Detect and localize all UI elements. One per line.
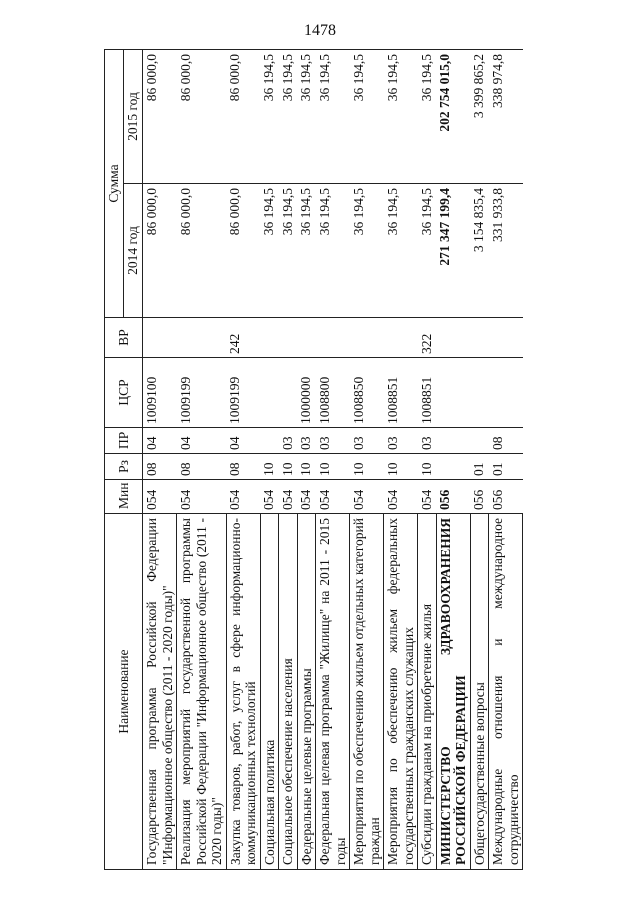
row-name: Федеральная целевая программа "Жилище" на 2011 - 2015 годы [316,514,350,870]
row-csr [260,358,279,428]
table-body [143,49,523,869]
row-csr [489,358,523,428]
row-min: 054 [384,480,418,514]
row-sum-2014: 36 194,5 [418,184,437,318]
row-sum-2014: 271 347 199,4 [436,184,470,318]
page-number: 1478 [304,22,336,39]
table-row [260,49,279,869]
row-sum-2014: 3 154 835,4 [470,184,489,318]
row-rz [436,454,470,480]
header-vr: ВР [105,318,143,358]
row-sum-2014: 86 000,0 [226,184,260,318]
row-csr: 1008850 [350,358,384,428]
row-min: 054 [350,480,384,514]
row-pr: 04 [177,428,227,454]
row-rz: 08 [143,454,177,480]
row-sum-2014: 36 194,5 [384,184,418,318]
header-min: Мин [105,480,143,514]
row-pr: 03 [297,428,316,454]
row-rz: 10 [316,454,350,480]
row-csr: 1009199 [177,358,227,428]
table-row [177,49,227,869]
row-vr: 242 [226,318,260,358]
row-vr [470,318,489,358]
row-sum-2014: 36 194,5 [260,184,279,318]
row-sum-2014: 86 000,0 [143,184,177,318]
row-rz: 10 [384,454,418,480]
row-name: Закупка товаров, работ, услуг в сфере информационно-коммуникационных технологий [226,514,260,870]
row-sum-2015: 36 194,5 [350,49,384,183]
table-row [226,49,260,869]
row-name: Субсидии гражданам на приобретение жилья [418,514,437,870]
header-year-2015: 2015 год [124,49,143,183]
row-vr [436,318,470,358]
row-csr: 1008800 [316,358,350,428]
row-vr [489,318,523,358]
row-sum-2014: 36 194,5 [297,184,316,318]
row-min: 054 [279,480,298,514]
row-pr: 04 [143,428,177,454]
row-min: 054 [297,480,316,514]
row-sum-2014: 86 000,0 [177,184,227,318]
row-vr [350,318,384,358]
row-sum-2015: 86 000,0 [143,49,177,183]
row-csr [436,358,470,428]
table-row [350,49,384,869]
row-csr: 1000000 [297,358,316,428]
row-min: 056 [436,480,470,514]
header-name: Наименование [105,514,143,870]
table-row [279,49,298,869]
row-sum-2015: 36 194,5 [384,49,418,183]
row-sum-2014: 331 933,8 [489,184,523,318]
row-vr [316,318,350,358]
row-vr [143,318,177,358]
row-sum-2015: 36 194,5 [418,49,437,183]
row-name: Общегосударственные вопросы [470,514,489,870]
row-min: 054 [418,480,437,514]
row-vr [260,318,279,358]
row-rz: 01 [470,454,489,480]
table-row [489,49,523,869]
row-rz: 10 [350,454,384,480]
row-sum-2014: 36 194,5 [279,184,298,318]
row-sum-2014: 36 194,5 [316,184,350,318]
row-name: Социальное обеспечение населения [279,514,298,870]
header-pr: ПР [105,428,143,454]
row-vr [279,318,298,358]
row-pr [260,428,279,454]
row-csr [470,358,489,428]
row-min: 054 [143,480,177,514]
row-vr: 322 [418,318,437,358]
table-row [384,49,418,869]
table-row [470,49,489,869]
row-name: Реализация мероприятий государственной программы Российской Федерации "Информационное общество (2011 - 2020 годы)" [177,514,227,870]
row-min: 054 [316,480,350,514]
row-rz: 08 [177,454,227,480]
header-rz: Рз [105,454,143,480]
row-vr [384,318,418,358]
header-sum: Сумма [105,49,124,317]
row-name: Социальная политика [260,514,279,870]
table-row [297,49,316,869]
header-year-2014: 2014 год [124,184,143,318]
row-sum-2015: 202 754 015,0 [436,49,470,183]
budget-table [104,49,523,870]
table-row [418,49,437,869]
row-csr: 1009100 [143,358,177,428]
row-rz: 10 [297,454,316,480]
row-rz: 08 [226,454,260,480]
row-vr [297,318,316,358]
row-pr [436,428,470,454]
row-sum-2015: 338 974,8 [489,49,523,183]
row-sum-2015: 36 194,5 [316,49,350,183]
row-name: Государственная программа Российской Федерации "Информационное общество (2011 - 2020 годы)" [143,514,177,870]
row-rz: 01 [489,454,523,480]
row-rz: 10 [260,454,279,480]
row-sum-2015: 36 194,5 [279,49,298,183]
row-min: 054 [226,480,260,514]
row-pr: 03 [316,428,350,454]
row-csr [279,358,298,428]
row-csr: 1008851 [384,358,418,428]
row-pr: 04 [226,428,260,454]
row-csr: 1008851 [418,358,437,428]
row-min: 056 [489,480,523,514]
row-sum-2015: 36 194,5 [260,49,279,183]
row-sum-2015: 86 000,0 [226,49,260,183]
table-row [316,49,350,869]
row-sum-2015: 3 399 865,2 [470,49,489,183]
row-min: 054 [260,480,279,514]
row-sum-2015: 86 000,0 [177,49,227,183]
row-pr: 03 [350,428,384,454]
row-rz: 10 [418,454,437,480]
row-sum-2015: 36 194,5 [297,49,316,183]
table-row [143,49,177,869]
header-csr: ЦСР [105,358,143,428]
table-row [436,49,470,869]
row-pr: 03 [279,428,298,454]
row-vr [177,318,227,358]
row-sum-2014: 36 194,5 [350,184,384,318]
row-csr: 1009199 [226,358,260,428]
row-min: 054 [177,480,227,514]
rotated-budget-table-container [104,50,560,870]
row-pr: 03 [384,428,418,454]
row-min: 056 [470,480,489,514]
row-pr [470,428,489,454]
row-name: МИНИСТЕРСТВО ЗДРАВООХРАНЕНИЯ РОССИЙСКОЙ ФЕДЕРАЦИИ [436,514,470,870]
row-rz: 10 [279,454,298,480]
row-name: Мероприятия по обеспечению жильем федеральных государственных гражданских служащих [384,514,418,870]
row-name: Международные отношения и международное сотрудничество [489,514,523,870]
row-pr: 08 [489,428,523,454]
row-pr: 03 [418,428,437,454]
row-name: Федеральные целевые программы [297,514,316,870]
row-name: Мероприятия по обеспечению жильем отдельных категорий граждан [350,514,384,870]
